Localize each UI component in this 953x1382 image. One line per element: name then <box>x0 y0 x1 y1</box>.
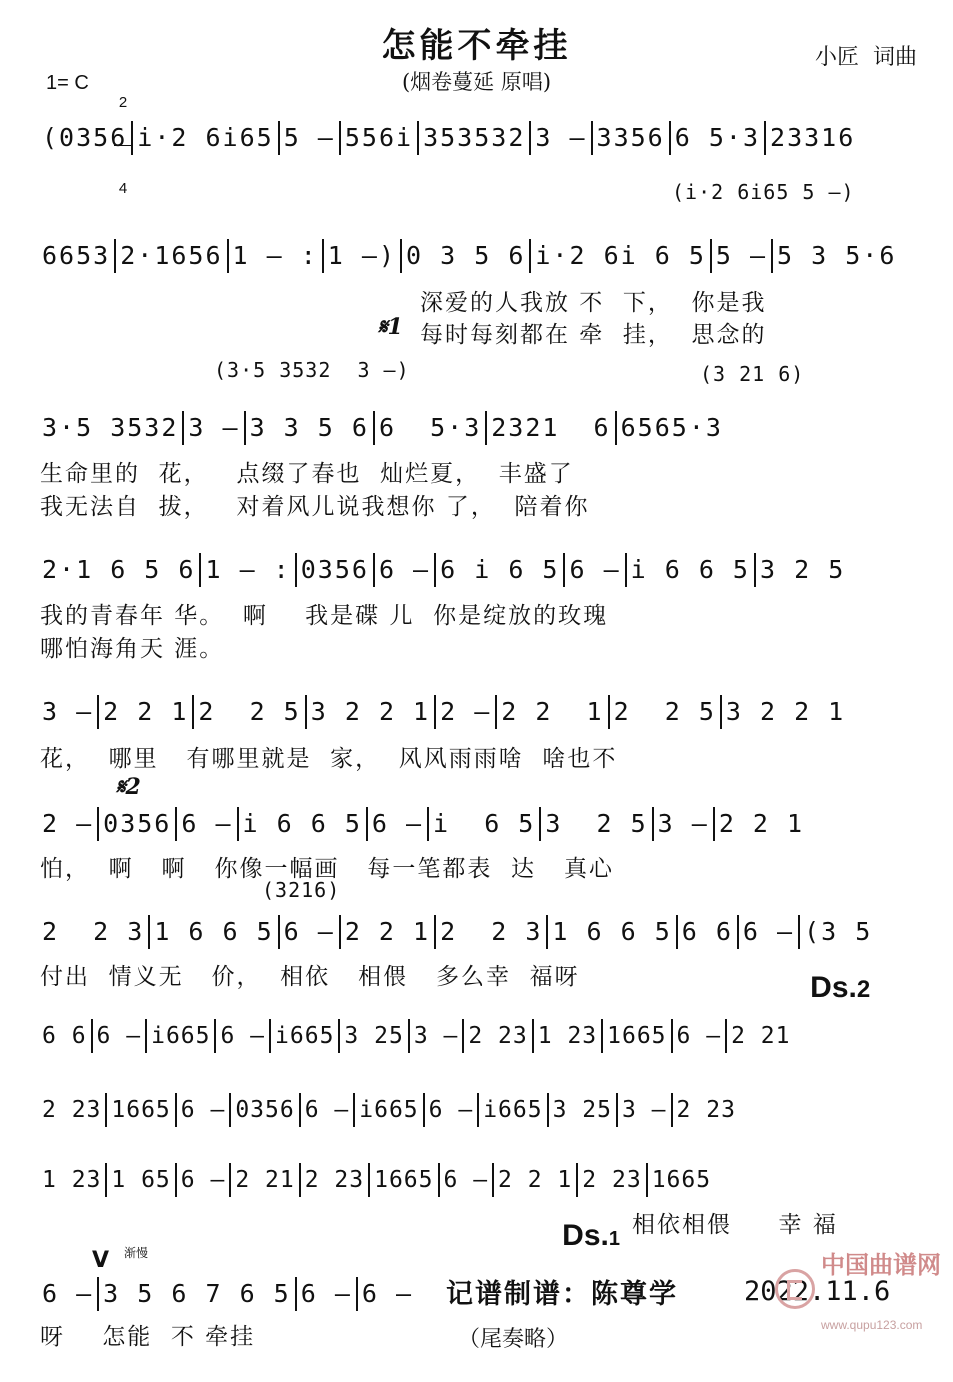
measure: 353532 <box>419 121 531 155</box>
measure: 6 – <box>177 807 238 841</box>
measure: 3356 <box>593 121 671 155</box>
measure: 0356 <box>297 553 375 587</box>
ds-2-label: Ds. <box>810 971 857 1004</box>
ds-1-number: 1 <box>608 1228 620 1250</box>
measure: i665 <box>271 1019 340 1053</box>
site-watermark <box>775 1207 941 1370</box>
measure: 2 – <box>436 695 497 729</box>
time-signature-bottom: 4 <box>118 180 128 197</box>
notation-line-5 <box>38 692 920 732</box>
measure: 2 21 <box>731 1023 791 1049</box>
dal-segno-1 <box>552 1200 620 1253</box>
measure: (0356 <box>38 121 133 155</box>
notation-line-3 <box>38 408 920 448</box>
measure: (3 5 <box>804 917 873 946</box>
measure: 2 23 <box>676 1097 736 1123</box>
measure: i 6 6 5 <box>239 807 368 841</box>
measure: i665 <box>355 1093 424 1127</box>
lyric-line-11: 呀 怎能 不 牵挂 <box>40 1324 256 1350</box>
notation-line-6 <box>38 804 920 844</box>
ds-2-number: 2 <box>856 976 871 1003</box>
segno-2-mark: 𝄋2 <box>116 774 141 800</box>
measure: 2·1656 <box>116 239 228 273</box>
lyric-line-10: 相依相偎 幸 福 <box>632 1212 838 1238</box>
measure: i 6 5 <box>429 807 541 841</box>
measure: 1 6 6 5 <box>548 915 677 949</box>
measure: 1 – : <box>229 239 324 273</box>
measure: 6 5·3 <box>671 121 766 155</box>
measure: 6565·3 <box>620 413 723 442</box>
measure: 556i <box>341 121 419 155</box>
measure: 3·5 3532 <box>38 411 184 445</box>
lyric-line-9: 付出 情义无 价， 相依 相偎 多么幸 福呀 <box>40 964 580 990</box>
notation-line-4 <box>38 550 920 590</box>
author-credit: 小匠 词曲 <box>815 45 917 70</box>
lyric-line-3: 生命里的 花， 点缀了春也 灿烂夏， 丰盛了 <box>40 461 574 487</box>
measure: 2 23 <box>464 1019 533 1053</box>
measure: 2·1 6 5 6 <box>38 553 201 587</box>
measure: 1665 <box>370 1163 439 1197</box>
measure: 3 – <box>38 695 99 729</box>
measure: 6653 <box>38 239 116 273</box>
lyric-line-2: 每时每刻都在 牵 挂， 思念的 <box>420 322 767 348</box>
measure: 1665 <box>603 1019 672 1053</box>
measure: 6 6 <box>38 1019 93 1053</box>
measure: 3 25 <box>549 1093 618 1127</box>
measure: 23316 <box>770 123 856 152</box>
measure: 1665 <box>107 1093 176 1127</box>
segno-1-mark: 𝄋1 <box>378 314 403 340</box>
measure: 0 3 5 6 <box>402 239 531 273</box>
measure: 3 2 2 1 <box>725 697 846 726</box>
measure: 2 – <box>38 807 99 841</box>
lyric-line-4: 我无法自 拔， 对着风儿说我想你 了， 陪着你 <box>40 494 590 520</box>
measure: 2 23 <box>578 1163 647 1197</box>
measure: 3 5 6 7 6 5 <box>99 1277 297 1311</box>
measure: 0356 <box>231 1093 300 1127</box>
tempo-marking: 渐慢 <box>124 1246 149 1260</box>
lyric-line-7: 花， 哪里 有哪里就是 家， 风风雨雨啥 啥也不 <box>40 746 618 772</box>
measure: 2 2 1 <box>99 695 194 729</box>
dal-segno-2 <box>800 952 870 1005</box>
measure: 1 –) <box>324 239 402 273</box>
measure: 6 – <box>93 1019 148 1053</box>
time-signature-top: 2 <box>118 94 128 111</box>
measure: 6 – <box>301 1093 356 1127</box>
measure: 0356 <box>99 807 177 841</box>
measure: 6 5·3 <box>375 411 487 445</box>
measure: 3 – <box>184 411 245 445</box>
measure: 6 – <box>216 1019 271 1053</box>
measure: 6 – <box>177 1093 232 1127</box>
measure: 3 – <box>531 121 592 155</box>
notation-line-1 <box>38 118 920 158</box>
alt-notation-c: (3 21 6) <box>700 362 805 386</box>
measure: 5 – <box>280 121 341 155</box>
measure: 1665 <box>651 1167 712 1193</box>
measure: 6 – <box>440 1163 495 1197</box>
notation-line-7 <box>38 912 920 952</box>
measure: 6 i 6 5 <box>436 553 565 587</box>
watermark-text: 中国曲谱网 <box>821 1250 941 1279</box>
ds-1-label: Ds. <box>562 1219 609 1252</box>
measure: 3 – <box>654 807 715 841</box>
notation-line-2 <box>38 236 920 276</box>
measure: 5 – <box>712 239 773 273</box>
measure: 1 23 <box>38 1163 107 1197</box>
key-signature: 1= C <box>46 72 89 94</box>
measure: 1 23 <box>534 1019 603 1053</box>
measure: 3 25 <box>340 1019 409 1053</box>
measure: 2 2 3 <box>38 915 150 949</box>
measure: 2321 6 <box>487 411 616 445</box>
watermark-url: www.qupu123.com <box>821 1318 923 1332</box>
measure: i665 <box>147 1019 216 1053</box>
measure: 6 6 <box>678 915 739 949</box>
measure: 6 – <box>425 1093 480 1127</box>
measure: 3 – <box>410 1019 465 1053</box>
measure: 3 2 5 <box>541 807 653 841</box>
measure: i665 <box>479 1093 548 1127</box>
outro-note: （尾奏略） <box>458 1327 569 1352</box>
lyric-line-6: 哪怕海角天 涯。 <box>40 636 225 662</box>
measure: 2 21 <box>231 1163 300 1197</box>
measure: 6 – <box>361 1279 414 1308</box>
measure: 6 – <box>368 807 429 841</box>
measure: 1 – : <box>201 553 296 587</box>
measure: 3 – <box>618 1093 673 1127</box>
measure: 1 6 6 5 <box>150 915 279 949</box>
measure: 6 – <box>565 553 626 587</box>
measure: 6 – <box>280 915 341 949</box>
measure: 3 2 2 1 <box>307 695 436 729</box>
measure: i·2 6i 6 5 <box>531 239 712 273</box>
transcriber-credit: 记谱制谱：陈尊学 <box>446 1279 678 1310</box>
measure: 3 2 5 <box>759 555 846 584</box>
notation-line-11 <box>38 1274 438 1314</box>
transcription-date: 2022.11.6 <box>744 1276 891 1307</box>
measure: i·2 6i65 <box>133 121 279 155</box>
measure: 2 2 1 <box>341 915 436 949</box>
alt-notation-d: (3216) <box>262 878 341 902</box>
measure: 3 3 5 6 <box>246 411 375 445</box>
measure: 6 – <box>297 1277 358 1311</box>
breath-mark: V <box>92 1248 110 1273</box>
measure: 2 23 <box>38 1093 107 1127</box>
measure: 2 2 5 <box>194 695 306 729</box>
song-title: 怎能不牵挂 <box>381 26 572 66</box>
alt-notation-b: (3·5 3532 3 –) <box>214 358 410 382</box>
song-subtitle: (烟卷蔓延 原唱) <box>401 70 552 94</box>
measure: 6 – <box>38 1277 99 1311</box>
measure: 2 2 3 <box>436 915 548 949</box>
notation-line-9 <box>38 1090 920 1130</box>
lyric-line-8: 怕， 啊 啊 你像一幅画 每一笔都表 达 真心 <box>40 856 614 882</box>
watermark-logo-icon <box>775 1269 815 1309</box>
measure: 6 – <box>177 1163 232 1197</box>
measure: 1 65 <box>107 1163 176 1197</box>
lyric-line-1: 深爱的人我放 不 下， 你是我 <box>420 290 767 316</box>
measure: 6 – <box>673 1019 728 1053</box>
measure: 2 2 1 <box>494 1163 578 1197</box>
measure: 5 3 5·6 <box>777 241 897 270</box>
measure: i 6 6 5 <box>627 553 756 587</box>
alt-notation-a: (i·2 6i65 5 –) <box>672 180 855 204</box>
measure: 2 2 1 <box>718 809 805 838</box>
measure: 2 23 <box>301 1163 370 1197</box>
notation-line-10 <box>38 1160 920 1200</box>
notation-line-8 <box>38 1016 920 1056</box>
measure: 6 – <box>739 915 800 949</box>
measure: 2 2 1 <box>497 695 609 729</box>
lyric-line-5: 我的青春年 华。 啊 我是碟 儿 你是绽放的玫瑰 <box>40 603 609 629</box>
measure: 6 – <box>375 553 436 587</box>
measure: 2 2 5 <box>610 695 722 729</box>
